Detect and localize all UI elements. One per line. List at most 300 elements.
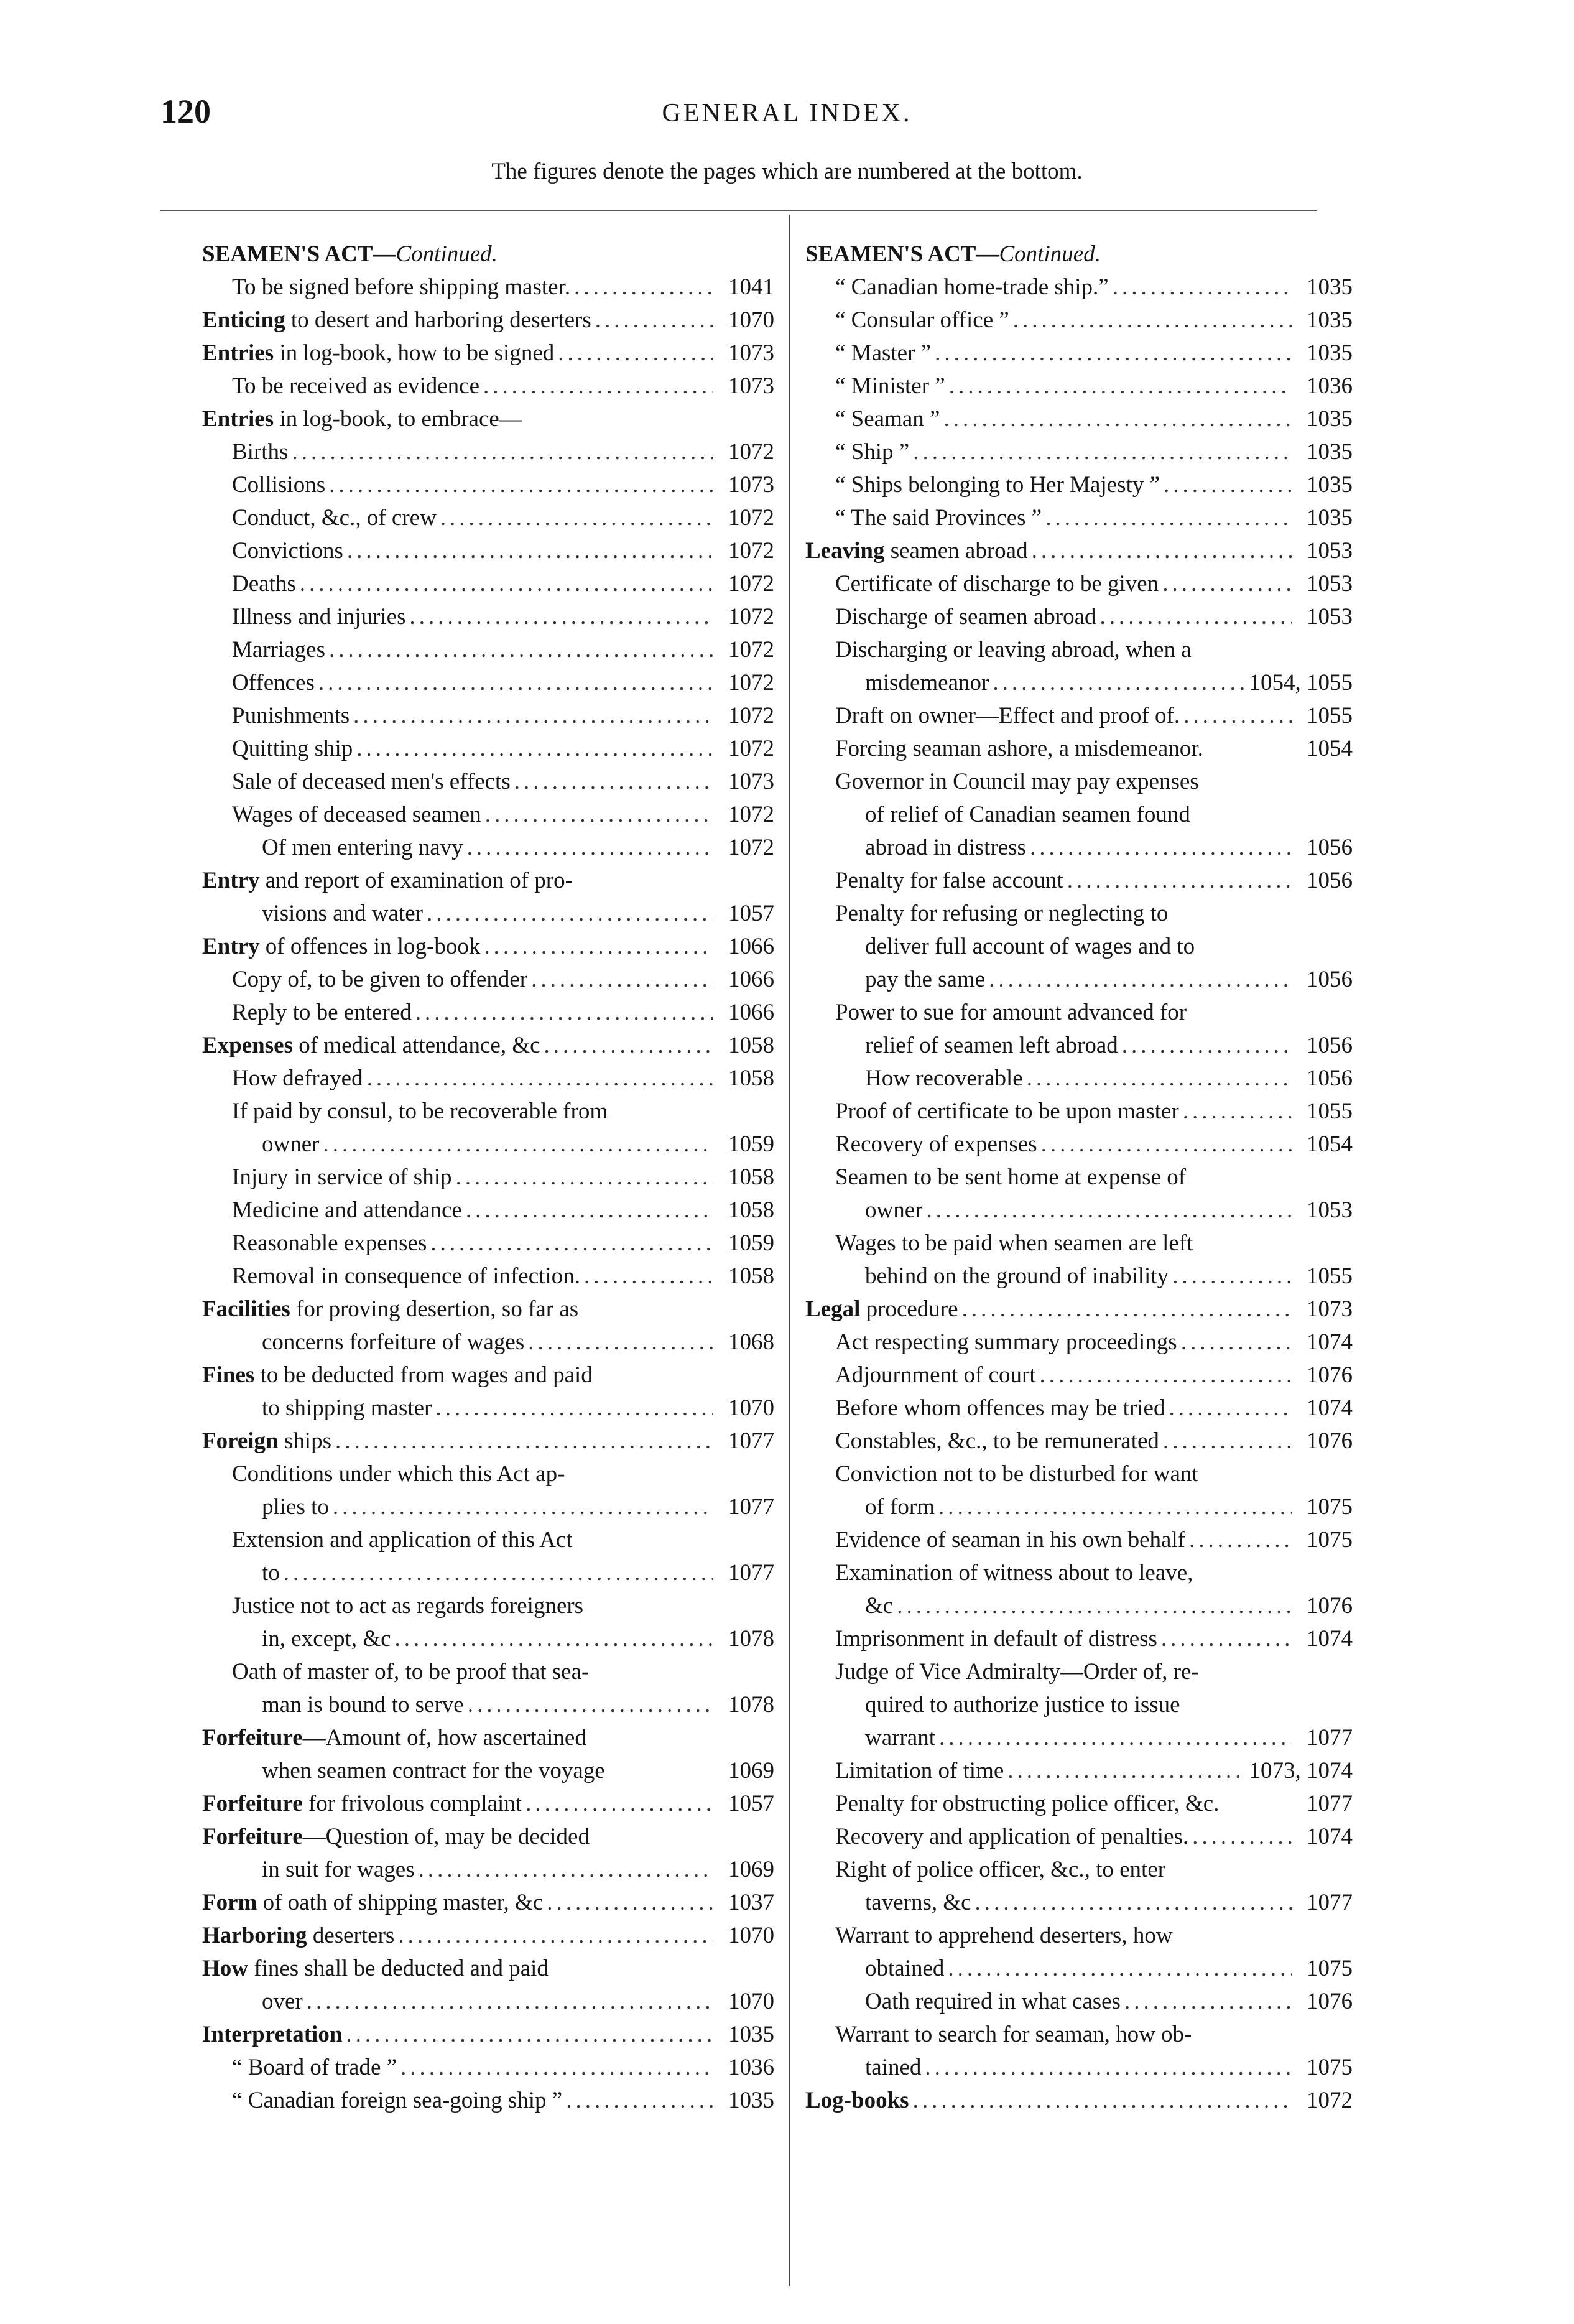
entry-page-ref: 1072 — [728, 505, 774, 531]
entry-description: misdemeanor — [865, 670, 989, 695]
entry-text — [232, 1194, 462, 1227]
entry-description: Evidence of seaman in his own behalf — [835, 1527, 1186, 1553]
entry-text — [835, 864, 1063, 897]
entry-text — [232, 666, 315, 699]
entry-page-ref: 1055 — [1307, 1099, 1353, 1124]
dot-leader — [1183, 1095, 1292, 1128]
entry-text — [835, 1556, 1193, 1589]
entry-page-ref: 1055 — [1307, 1263, 1353, 1289]
index-entry — [202, 897, 774, 930]
entry-description: Recovery of expenses — [835, 1132, 1037, 1157]
index-entry — [202, 1787, 774, 1820]
entry-text — [232, 1062, 363, 1095]
entry-text — [865, 831, 1026, 864]
index-entry — [202, 930, 774, 963]
entry-text — [262, 1326, 524, 1359]
entry-text — [232, 699, 350, 732]
entry-text — [232, 468, 325, 501]
entry-text — [232, 1161, 451, 1194]
heading-italic: Continued. — [396, 241, 498, 267]
dot-leader — [455, 1161, 713, 1194]
index-entry — [805, 864, 1353, 897]
index-entry — [202, 1952, 774, 1985]
index-entry — [805, 699, 1353, 732]
entry-text — [835, 1095, 1179, 1128]
entry-text — [835, 1457, 1198, 1490]
entry-description: fines shall be deducted and paid — [248, 1956, 549, 1981]
entry-page-ref: 1069 — [728, 1857, 774, 1882]
header-rule — [160, 210, 1317, 211]
entry-text — [805, 1293, 958, 1326]
entry-text — [232, 567, 296, 600]
entry-description: Deaths — [232, 571, 296, 597]
index-entry — [805, 2018, 1353, 2051]
entry-description: tained — [865, 2055, 922, 2080]
entry-page-ref: 1053 — [1307, 538, 1353, 564]
dot-leader — [300, 567, 713, 600]
index-entry — [805, 1655, 1353, 1688]
entry-description: “ Board of trade ” — [232, 2055, 397, 2080]
entry-keyword: Enticing — [202, 307, 285, 333]
index-entry — [202, 1194, 774, 1227]
entry-text — [262, 897, 423, 930]
entry-page-ref: 1077 — [1307, 1791, 1353, 1816]
index-entry — [202, 1359, 774, 1392]
dot-leader — [329, 468, 713, 501]
index-entry — [805, 1952, 1353, 1985]
entry-text — [805, 2084, 909, 2117]
entry-page-ref: 1070 — [728, 307, 774, 333]
entry-text — [865, 2051, 921, 2084]
entry-description: Medicine and attendance — [232, 1197, 462, 1223]
entry-description: “ Ship ” — [835, 439, 910, 465]
entry-text — [232, 1523, 573, 1556]
dot-leader — [346, 2018, 713, 2051]
index-entry — [805, 831, 1353, 864]
entry-page-ref: 1035 — [1307, 472, 1353, 498]
entry-text — [202, 1359, 593, 1392]
index-entry — [202, 798, 774, 831]
entry-page-ref: 1054, 1055 — [1249, 670, 1353, 695]
entry-description: and report of examination of pro- — [259, 868, 573, 893]
entry-page-ref: 1070 — [728, 1395, 774, 1421]
index-entry — [805, 304, 1353, 337]
entry-text — [262, 1622, 391, 1655]
entry-page-ref: 1056 — [1307, 1066, 1353, 1091]
dot-leader — [574, 271, 713, 304]
dot-leader — [584, 1260, 713, 1293]
entry-page-ref: 1035 — [1307, 340, 1353, 366]
index-entry — [202, 1029, 774, 1062]
entry-text — [835, 1161, 1186, 1194]
entry-description: of relief of Canadian seamen found — [865, 802, 1190, 827]
entry-page-ref: 1072 — [728, 571, 774, 597]
entry-page-ref: 1073 — [728, 769, 774, 794]
dot-leader — [558, 337, 713, 370]
entry-description: Illness and injuries — [232, 604, 406, 630]
index-entry — [202, 666, 774, 699]
entry-description: in, except, &c — [262, 1626, 391, 1652]
entry-page-ref: 1069 — [728, 1758, 774, 1783]
index-entry — [202, 402, 774, 435]
entry-description: Births — [232, 439, 289, 465]
entry-description: Discharge of seamen abroad — [835, 604, 1096, 630]
entry-text — [835, 1227, 1193, 1260]
entry-text — [865, 1062, 1023, 1095]
index-entry — [805, 1227, 1353, 1260]
dot-leader — [440, 501, 713, 534]
entry-text — [232, 271, 570, 304]
dot-leader — [323, 1128, 713, 1161]
dot-leader — [913, 2084, 1292, 2117]
entry-keyword: Entry — [202, 934, 260, 959]
entry-keyword: Forfeiture — [202, 1824, 303, 1849]
entry-page-ref: 1073, 1074 — [1249, 1758, 1353, 1783]
index-entry — [805, 1688, 1353, 1721]
entry-description: If paid by consul, to be recoverable from — [232, 1099, 608, 1124]
entry-page-ref: 1036 — [728, 2055, 774, 2080]
entry-page-ref: 1074 — [1307, 1626, 1353, 1652]
dot-leader — [948, 1952, 1292, 1985]
entry-description: Copy of, to be given to offender — [232, 967, 528, 992]
entry-description: Limitation of time — [835, 1758, 1004, 1783]
entry-description: &c — [865, 1593, 894, 1619]
index-entry — [805, 1359, 1353, 1392]
entry-text — [835, 468, 1160, 501]
entry-description: Proof of certificate to be upon master — [835, 1099, 1179, 1124]
index-entry — [202, 1161, 774, 1194]
entry-text — [835, 633, 1192, 666]
entry-page-ref: 1068 — [728, 1329, 774, 1355]
entry-page-ref: 1075 — [1307, 1494, 1353, 1520]
entry-page-ref: 1074 — [1307, 1824, 1353, 1849]
entry-text — [835, 1655, 1199, 1688]
dot-leader — [307, 1985, 713, 2018]
entry-page-ref: 1074 — [1307, 1329, 1353, 1355]
index-entry — [805, 1425, 1353, 1457]
entry-text — [835, 1754, 1004, 1787]
entry-page-ref: 1041 — [728, 274, 774, 300]
entry-description: Reasonable expenses — [232, 1230, 427, 1256]
entry-page-ref: 1035 — [1307, 307, 1353, 333]
index-entry — [805, 897, 1353, 930]
index-entry — [202, 1128, 774, 1161]
dot-leader — [1027, 1062, 1292, 1095]
entry-text — [232, 435, 288, 468]
entry-page-ref: 1037 — [728, 1890, 774, 1915]
entry-description: “ Seaman ” — [835, 406, 940, 432]
index-entry — [805, 534, 1353, 567]
index-entry — [202, 1293, 774, 1326]
entry-description: man is bound to serve — [262, 1692, 464, 1717]
entry-page-ref: 1072 — [728, 802, 774, 827]
heading-bold: SEAMEN'S ACT— — [202, 241, 396, 267]
index-entry — [202, 1457, 774, 1490]
dot-leader — [485, 798, 713, 831]
heading-italic: Continued. — [999, 241, 1101, 267]
entry-text — [262, 1556, 280, 1589]
entry-description: over — [262, 1989, 303, 2014]
entry-description: Discharging or leaving abroad, when a — [835, 637, 1192, 662]
dot-leader — [284, 1556, 713, 1589]
entry-text — [202, 2018, 342, 2051]
entry-keyword: Form — [202, 1890, 257, 1915]
entry-text — [232, 501, 437, 534]
entry-text — [865, 1886, 971, 1919]
entry-text — [865, 798, 1190, 831]
index-entry — [202, 468, 774, 501]
index-entry — [805, 370, 1353, 402]
dot-leader — [430, 1227, 713, 1260]
entry-description: to — [262, 1560, 280, 1586]
entry-description: Draft on owner—Effect and proof of. — [835, 703, 1180, 728]
entry-description: in log-book, how to be signed — [274, 340, 555, 366]
entry-text — [835, 897, 1168, 930]
dot-leader — [1032, 534, 1292, 567]
entry-page-ref: 1072 — [728, 637, 774, 662]
dot-leader — [1162, 567, 1292, 600]
index-entry — [202, 534, 774, 567]
entry-text — [232, 633, 325, 666]
dot-leader — [1067, 864, 1292, 897]
entry-text — [232, 963, 527, 996]
entry-description: Injury in service of ship — [232, 1164, 452, 1190]
entry-page-ref: 1066 — [728, 967, 774, 992]
index-entry — [805, 1622, 1353, 1655]
index-entry — [805, 501, 1353, 534]
entry-page-ref: 1077 — [728, 1428, 774, 1454]
index-entry — [202, 1919, 774, 1952]
entry-description: Conviction not to be disturbed for want — [835, 1461, 1198, 1487]
entry-text — [232, 534, 343, 567]
entry-keyword: Entries — [202, 340, 274, 366]
dot-leader — [531, 963, 713, 996]
entry-description: plies to — [262, 1494, 329, 1520]
entry-page-ref: 1072 — [728, 439, 774, 465]
entry-description: Conditions under which this Act ap- — [232, 1461, 565, 1487]
entry-description: “ The said Provinces ” — [835, 505, 1042, 531]
index-entry — [202, 864, 774, 897]
dot-leader — [913, 435, 1292, 468]
index-entry — [805, 1523, 1353, 1556]
entry-description: Certificate of discharge to be given — [835, 571, 1159, 597]
entry-keyword: Fines — [202, 1362, 255, 1388]
entry-keyword: Expenses — [202, 1033, 293, 1058]
dot-leader — [1122, 1029, 1292, 1062]
dot-leader — [335, 1425, 713, 1457]
entry-description: behind on the ground of inability — [865, 1263, 1169, 1289]
dot-leader — [595, 304, 713, 337]
entry-description: To be received as evidence — [232, 373, 480, 399]
entry-description: Examination of witness about to leave, — [835, 1560, 1193, 1586]
entry-description: Warrant to search for seaman, how ob- — [835, 2022, 1192, 2047]
index-entry — [202, 1688, 774, 1721]
entry-text — [232, 732, 353, 765]
index-entry — [202, 1655, 774, 1688]
index-entry — [202, 1721, 774, 1754]
index-entry — [202, 1556, 774, 1589]
index-entry — [202, 1886, 774, 1919]
entry-text — [202, 402, 522, 435]
entry-text — [865, 666, 989, 699]
entry-text — [232, 1655, 589, 1688]
entry-page-ref: 1072 — [728, 703, 774, 728]
index-entry — [805, 1556, 1353, 1589]
index-entry — [805, 1161, 1353, 1194]
entry-text — [865, 1721, 935, 1754]
dot-leader — [1192, 1820, 1292, 1853]
entry-page-ref: 1058 — [728, 1263, 774, 1289]
entry-description: “ Ships belonging to Her Majesty ” — [835, 472, 1160, 498]
entry-page-ref: 1076 — [1307, 1428, 1353, 1454]
column-heading — [805, 238, 1353, 271]
index-entry — [202, 567, 774, 600]
index-entry — [202, 1392, 774, 1425]
index-entry — [805, 1095, 1353, 1128]
entry-description: Convictions — [232, 538, 343, 564]
entry-description: Conduct, &c., of crew — [232, 505, 437, 531]
entry-description: Recovery and application of penalties. — [835, 1824, 1189, 1849]
entry-description: Penalty for false account — [835, 868, 1063, 893]
entry-description: Quitting ship — [232, 736, 353, 761]
entry-text — [835, 1425, 1159, 1457]
entry-description: taverns, &c — [865, 1890, 971, 1915]
entry-text — [835, 501, 1042, 534]
dot-leader — [1013, 304, 1292, 337]
entry-description: Seamen to be sent home at expense of — [835, 1164, 1187, 1190]
index-entry — [202, 1622, 774, 1655]
entry-text — [232, 2051, 397, 2084]
dot-leader — [1041, 1128, 1292, 1161]
entry-keyword: Foreign — [202, 1428, 279, 1454]
entry-page-ref: 1035 — [1307, 439, 1353, 465]
entry-keyword: Leaving — [805, 538, 885, 564]
index-entry — [202, 1062, 774, 1095]
entry-page-ref: 1066 — [728, 934, 774, 959]
entry-page-ref: 1073 — [728, 340, 774, 366]
dot-leader — [1189, 1523, 1292, 1556]
index-entry — [202, 304, 774, 337]
entry-description: visions and water — [262, 901, 423, 926]
index-entry — [805, 1128, 1353, 1161]
index-entry — [805, 930, 1353, 963]
dot-leader — [1124, 1985, 1292, 2018]
entry-page-ref: 1036 — [1307, 373, 1353, 399]
entry-description: when seamen contract for the voyage — [262, 1758, 605, 1783]
index-entry — [202, 337, 774, 370]
entry-description: Justice not to act as regards foreigners — [232, 1593, 584, 1619]
index-entry — [202, 1820, 774, 1853]
entry-text — [202, 1820, 590, 1853]
dot-leader — [989, 963, 1292, 996]
entry-description: Right of police officer, &c., to enter — [835, 1857, 1166, 1882]
entry-description: Reply to be entered — [232, 1000, 412, 1025]
entry-page-ref: 1053 — [1307, 571, 1353, 597]
entry-text — [232, 1095, 608, 1128]
index-entry — [202, 765, 774, 798]
entry-description: “ Consular office ” — [835, 307, 1009, 333]
dot-leader — [415, 996, 713, 1029]
entry-page-ref: 1073 — [728, 472, 774, 498]
entry-text — [202, 1919, 394, 1952]
running-title: GENERAL INDEX. — [662, 99, 912, 128]
index-entry — [805, 798, 1353, 831]
entry-description: concerns forfeiture of wages — [262, 1329, 525, 1355]
index-entry — [202, 1326, 774, 1359]
entry-description: Collisions — [232, 472, 326, 498]
entry-text — [865, 1194, 922, 1227]
index-entry — [805, 600, 1353, 633]
entry-text — [232, 1457, 565, 1490]
index-entry — [805, 1062, 1353, 1095]
entry-text — [835, 1622, 1157, 1655]
entry-description: warrant — [865, 1725, 935, 1750]
entry-page-ref: 1056 — [1307, 1033, 1353, 1058]
index-entry — [805, 1853, 1353, 1886]
entry-text — [835, 1919, 1173, 1952]
entry-page-ref: 1077 — [1307, 1890, 1353, 1915]
index-column-left — [202, 238, 774, 2117]
entry-description: of offences in log-book — [259, 934, 481, 959]
entry-page-ref: 1035 — [728, 2022, 774, 2047]
dot-leader — [1169, 1392, 1292, 1425]
entry-text — [262, 1754, 605, 1787]
entry-text — [865, 930, 1195, 963]
entry-page-ref: 1035 — [1307, 505, 1353, 531]
entry-keyword: How — [202, 1956, 248, 1981]
index-entry — [805, 435, 1353, 468]
entry-text — [835, 996, 1187, 1029]
dot-leader — [1164, 468, 1292, 501]
dot-leader — [525, 1787, 713, 1820]
entry-page-ref: 1058 — [728, 1164, 774, 1190]
entry-description: to shipping master — [262, 1395, 432, 1421]
index-entry — [805, 1457, 1353, 1490]
index-entry — [202, 600, 774, 633]
dot-leader — [466, 1194, 713, 1227]
index-entry — [805, 402, 1353, 435]
dot-leader — [1163, 1425, 1292, 1457]
dot-leader — [329, 633, 713, 666]
entry-description: for frivolous complaint — [302, 1791, 522, 1816]
entry-text — [835, 271, 1109, 304]
index-entry — [202, 2051, 774, 2084]
entry-page-ref: 1056 — [1307, 835, 1353, 860]
entry-text — [202, 337, 554, 370]
index-entry — [805, 1787, 1353, 1820]
entry-text — [835, 1787, 1219, 1820]
entry-text — [262, 1128, 319, 1161]
index-entry — [202, 370, 774, 402]
index-entry — [805, 1029, 1353, 1062]
dot-leader — [514, 765, 713, 798]
index-entry — [805, 1985, 1353, 2018]
index-entry — [202, 1754, 774, 1787]
entry-description: Of men entering navy — [262, 835, 463, 860]
entry-text — [865, 1688, 1180, 1721]
entry-text — [835, 699, 1180, 732]
entry-text — [835, 2018, 1192, 2051]
index-entry — [202, 1523, 774, 1556]
entry-description: procedure — [860, 1296, 958, 1322]
entry-text — [865, 1260, 1169, 1293]
entry-text — [232, 2084, 562, 2117]
entry-text — [232, 600, 406, 633]
entry-description: Wages to be paid when seamen are left — [835, 1230, 1193, 1256]
entry-page-ref: 1056 — [1307, 967, 1353, 992]
dot-leader — [897, 1589, 1292, 1622]
entry-text — [865, 963, 985, 996]
